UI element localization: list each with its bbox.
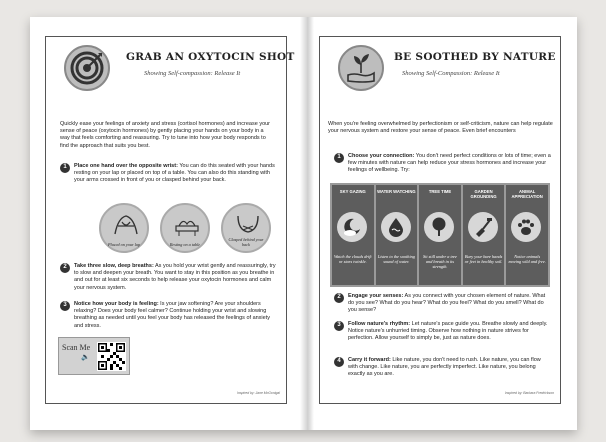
illustration-caption: Clasped behind your back — [228, 237, 264, 247]
tile-description: Notice animals moving wild and free. — [508, 254, 546, 265]
tile-description: Watch the clouds drift or stars twinkle. — [333, 254, 372, 265]
step-text: Is your jaw softening? Are your shoulders relaxing? Does your body feel calmer? Continue holding your wrist and slowing breathing as needed until you feel your body has released the feelings of anxiety and stress. — [74, 301, 270, 329]
left-page — [45, 36, 295, 404]
paw-icon — [511, 212, 541, 242]
tile-garden-grounding — [463, 185, 505, 285]
step-heading: Notice how your body is feeling: — [74, 301, 159, 307]
step-number: 2 — [334, 293, 344, 303]
tile-description: Sit still under a tree and breath in its strength. — [422, 254, 457, 270]
step-1 — [334, 153, 552, 175]
intro-paragraph: Quickly ease your feelings of anxiety and stress (cortisol hormones) and increase your sense of peace (oxytocin hormones) by gently placing your hands on your body in a way that feels comforting and reassuring. Try to tune into how your body responds to find the approach that suits you best. — [60, 121, 271, 149]
hand-plant-icon — [338, 45, 384, 91]
step-heading: Take three slow, deep breaths: — [74, 263, 154, 269]
shovel-icon — [468, 212, 498, 242]
step-number: 3 — [60, 301, 70, 311]
book-gutter — [300, 17, 314, 430]
tile-description: Bury your bare hands or feet in healthy soil. — [464, 254, 503, 265]
tile-tree-time — [419, 185, 461, 285]
step-heading: Place one hand over the opposite wrist: — [74, 163, 178, 169]
step-2 — [60, 263, 278, 292]
step-text: Let nature's pace guide you. Breathe slowly and deeply. Notice nature's unhurried timing. Observe how nothing in nature strives for perfection. Allow yourself to simply be, just as nature does. — [348, 321, 548, 342]
tile-title: SKY GAZING — [339, 189, 366, 194]
scan-me-box[interactable] — [58, 337, 130, 375]
step-number: 4 — [334, 357, 344, 367]
open-book — [30, 17, 577, 430]
step-heading: Follow nature's rhythm: — [348, 321, 411, 327]
step-text: You can do this seated with your hands resting on your lap or placed on top of a table. You can also do this standing with your arms crossed in front of you or clasped behind your back. — [74, 163, 275, 184]
step-3 — [60, 301, 278, 330]
step-3 — [334, 321, 552, 343]
step-number: 2 — [60, 263, 70, 273]
tile-title: GARDEN GROUNDING — [470, 189, 497, 199]
qr-code[interactable] — [97, 342, 126, 371]
page-subtitle: Showing Self-compassion: Release It — [144, 70, 241, 77]
step-number: 1 — [60, 163, 70, 173]
illustration-table — [160, 203, 210, 253]
step-4 — [334, 357, 552, 379]
step-heading: Carry it forward: — [348, 357, 391, 363]
tile-title: WATER WATCHING — [377, 189, 416, 194]
step-number: 1 — [334, 153, 344, 163]
intro-paragraph: When you're feeling overwhelmed by perfectionism or self-criticism, nature can help regulate your nervous system and restore your sense of peace. Even brief encounters — [328, 121, 553, 135]
illustration-lap — [99, 203, 149, 253]
illustration-caption: Placed on your lap — [108, 242, 140, 247]
step-text: You don't need perfect conditions or lots of time; even a few minutes with nature can help reduce your stress hormones and increase your feelings of wellbeing. Try: — [348, 153, 551, 174]
page-title: BE SOOTHED BY NATURE — [394, 51, 556, 63]
illustration-back — [221, 203, 271, 253]
target-icon — [64, 45, 110, 91]
right-page — [319, 36, 561, 404]
speaker-icon: 🔈 — [81, 354, 90, 361]
step-1 — [60, 163, 278, 185]
nature-tiles — [330, 183, 550, 287]
tile-water-watching — [376, 185, 418, 285]
moon-cloud-icon — [337, 212, 367, 242]
scan-me-label: Scan Me — [62, 343, 91, 352]
tree-icon — [424, 212, 454, 242]
tile-animal-appreciation — [506, 185, 548, 285]
tile-sky-gazing — [332, 185, 374, 285]
tile-title: ANIMAL APPRECIATION — [511, 189, 543, 199]
step-heading: Engage your senses: — [348, 293, 404, 299]
step-text: As you hold your wrist gently and reassuringly, try to slow and deepen your breath. You want to stay in this position as you breathe in and out for at least six seconds to help release your oxytocin hormones and calm your nervous system. — [74, 263, 276, 291]
illustration-caption: Resting on a table — [169, 242, 201, 247]
step-text: As you connect with your chosen element of nature. What do you see? What do you hear? What do you feel? What do you smell? What do you sense? — [348, 293, 546, 314]
tile-description: Listen to the soothing sound of water. — [377, 254, 415, 265]
water-drop-icon — [381, 212, 411, 242]
tile-title: TREE TIME — [428, 189, 452, 194]
step-text: Like nature, you don't need to rush. Like nature, you can flow with change. Like nature, you are perfectly imperfect. Like nature, you belong exactly as you are. — [348, 357, 541, 378]
step-number: 3 — [334, 321, 344, 331]
page-subtitle: Showing Self-Compassion: Release It — [402, 70, 500, 77]
page-footer: Inspired by: Barbara Fredrickson — [504, 391, 554, 395]
page-title: GRAB AN OXYTOCIN SHOT — [126, 51, 295, 63]
step-heading: Choose your connection: — [348, 153, 415, 159]
page-footer: Inspired by: Jane McGonigal — [237, 391, 280, 395]
step-2 — [334, 293, 552, 315]
